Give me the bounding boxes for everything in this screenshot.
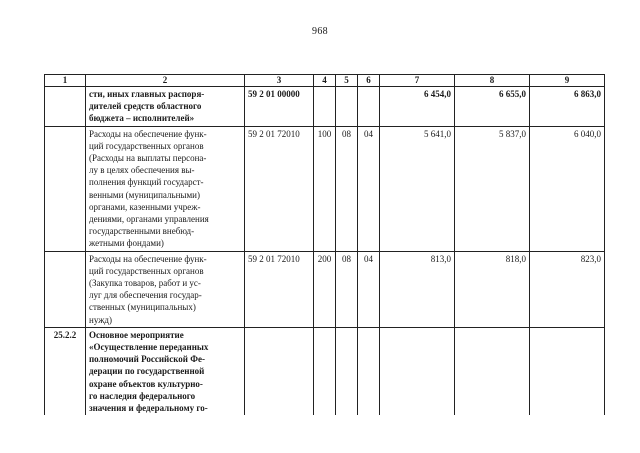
description-line: лу в целях обеспечения вы- xyxy=(89,165,195,176)
row-number-cell xyxy=(45,87,86,127)
description-line: полнения функций государст- xyxy=(89,177,204,188)
amount-cell-year-3: 6 863,0 xyxy=(530,87,605,127)
description-line: ственных (муниципальных) xyxy=(89,302,196,313)
amount-cell-year-2: 5 837,0 xyxy=(455,126,530,251)
amount-cell-year-1 xyxy=(380,327,455,415)
table-row xyxy=(45,251,605,327)
description-line: Расходы на обеспечение функ- xyxy=(89,128,207,139)
row-number-cell: 25.2.2 xyxy=(45,327,86,415)
column-header: 3 xyxy=(245,75,314,87)
table-row xyxy=(45,87,605,127)
section-cell xyxy=(336,87,358,127)
description-line: нужд) xyxy=(89,314,112,325)
description-cell xyxy=(86,126,245,251)
amount-cell-year-3: 6 040,0 xyxy=(530,126,605,251)
amount-cell-year-1: 5 641,0 xyxy=(380,126,455,251)
description-line: венными (муниципальными) xyxy=(89,189,200,200)
description-line: Расходы на обеспечение функ- xyxy=(89,253,207,264)
expense-type-cell xyxy=(314,327,336,415)
column-header: 7 xyxy=(380,75,455,87)
description-line: значения и федеральному го- xyxy=(89,403,208,414)
section-cell xyxy=(336,327,358,415)
description-line: жетными фондами) xyxy=(89,238,164,249)
amount-cell-year-2 xyxy=(455,327,530,415)
description-line: «Осуществление переданных xyxy=(89,342,209,353)
budget-code-cell xyxy=(245,327,314,415)
subsection-cell xyxy=(358,87,380,127)
description-cell xyxy=(86,327,245,415)
description-line: (Расходы на выплаты персона- xyxy=(89,153,207,164)
amount-cell-year-3: 823,0 xyxy=(530,251,605,327)
column-header: 5 xyxy=(336,75,358,87)
description-line: Основное мероприятие xyxy=(89,329,184,340)
subsection-cell: 04 xyxy=(358,251,380,327)
description-line: охране объектов культурно- xyxy=(89,378,203,389)
budget-code-cell: 59 2 01 00000 xyxy=(245,87,314,127)
expense-type-cell: 200 xyxy=(314,251,336,327)
column-header: 8 xyxy=(455,75,530,87)
expense-type-cell xyxy=(314,87,336,127)
amount-cell-year-2: 6 655,0 xyxy=(455,87,530,127)
description-line: полномочий Российской Фе- xyxy=(89,354,205,365)
column-header: 4 xyxy=(314,75,336,87)
amount-cell-year-1: 6 454,0 xyxy=(380,87,455,127)
subsection-cell xyxy=(358,327,380,415)
table-header-row xyxy=(45,75,605,87)
budget-code-cell: 59 2 01 72010 xyxy=(245,251,314,327)
expense-type-cell: 100 xyxy=(314,126,336,251)
description-cell xyxy=(86,251,245,327)
column-header: 9 xyxy=(530,75,605,87)
table-row xyxy=(45,126,605,251)
budget-table xyxy=(44,74,605,415)
description-line: дерации по государственной xyxy=(89,366,205,377)
row-number-cell xyxy=(45,126,86,251)
column-header: 2 xyxy=(86,75,245,87)
description-line: ций государственных органов xyxy=(89,265,204,276)
column-header: 1 xyxy=(45,75,86,87)
description-line: го наследия федерального xyxy=(89,390,196,401)
description-line: сти, иных главных распоря- xyxy=(89,89,205,99)
amount-cell-year-3 xyxy=(530,327,605,415)
description-line: луг для обеспечения государ- xyxy=(89,290,202,301)
page-number: 968 xyxy=(312,26,328,37)
row-number-cell xyxy=(45,251,86,327)
description-cell xyxy=(86,87,245,127)
description-line: государственными внебюд- xyxy=(89,226,195,237)
budget-code-cell: 59 2 01 72010 xyxy=(245,126,314,251)
description-line: органами, казенными учреж- xyxy=(89,201,201,212)
subsection-cell: 04 xyxy=(358,126,380,251)
amount-cell-year-1: 813,0 xyxy=(380,251,455,327)
column-header: 6 xyxy=(358,75,380,87)
description-line: ций государственных органов xyxy=(89,140,204,151)
section-cell: 08 xyxy=(336,126,358,251)
section-cell: 08 xyxy=(336,251,358,327)
description-line: дителей средств областного xyxy=(89,101,202,112)
table-row xyxy=(45,327,605,415)
amount-cell-year-2: 818,0 xyxy=(455,251,530,327)
description-line: бюджета – исполнителей» xyxy=(89,113,195,124)
description-line: (Закупка товаров, работ и ус- xyxy=(89,278,201,289)
description-line: дениями, органами управления xyxy=(89,214,209,225)
